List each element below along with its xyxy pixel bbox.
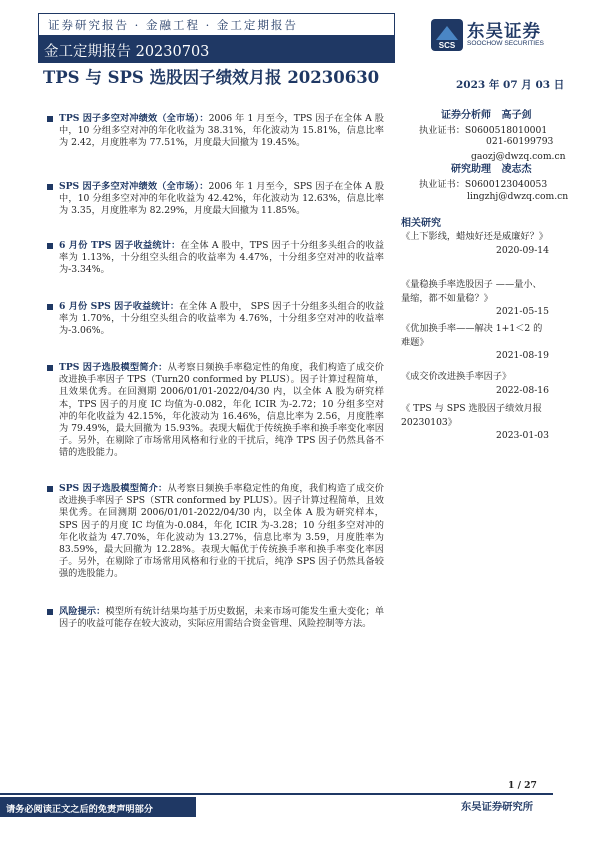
related-item-title[interactable]: 《优加换手率——解决 1+1＜2 的难题》: [401, 323, 543, 348]
report-category-breadcrumb: [38, 13, 395, 36]
related-research-heading: 相关研究: [401, 218, 441, 229]
related-item-date: 2020-09-14: [496, 244, 549, 256]
analyst-certificate: 执业证书：S0600518010001: [419, 125, 548, 136]
related-item-date: 2022-08-16: [496, 384, 549, 396]
section-text: 模型所有统计结果均基于历史数据，未来市场可能发生重大变化；单因子的收益可能存在较大波动，实际应用需结合资金管理、风险控制等方法。: [59, 606, 385, 630]
square-bullet-icon: [47, 609, 53, 615]
logo-chinese-name: 东吴证券: [467, 22, 541, 42]
footer-company-name: 东吴证券研究所: [461, 801, 534, 813]
related-item-date: 2021-05-15: [496, 306, 549, 318]
section-lead: SPS 因子多空对冲绩效（全市场）：: [59, 181, 209, 192]
section-sps-june-returns: [47, 301, 384, 338]
section-lead: 6 月份 TPS 因子收益统计：: [59, 240, 181, 251]
section-text: 2006 年 1 月至今，TPS 因子在全体 A 股中，10 分组多空对冲的年化收益为 38.31%，年化波动为 15.81%，信息比率为 2.42，月度胜率为 77.51%，月度最大回撤为 19.45%。: [59, 113, 384, 149]
assistant-certificate: 执业证书：S0600123040053: [419, 179, 548, 190]
section-text: 从考察日频换手率稳定性的角度，我们构造了成交价改进换手率因子 TPS（Turn20 conformed by PLUS）。因子计算过程简单，且效果优秀。在回测期 2006/01/01-2022/04/30 内，以全体 A 股为研究样本，TPS 因子的月度 IC 均值为-0.082，年化 ICIR 为-2.72；10 分组多空对冲的年化收益为 42.15%，年化波动为 16.46%，信息比率为 2.56，月度胜率为 79.49%，最大回撤为 15.93%。表现大幅优于传统换手率和换手率变化率因子。另外，在剔除了市场常用风格和行业的干扰后，纯净 TPS 因子仍然具备不错的选股能力。: [59, 362, 384, 459]
disclaimer-band: [0, 797, 196, 817]
assistant-role: 研究助理: [451, 164, 491, 175]
section-text: 在全体 A 股中，TPS 因子十分组多头组合的收益率为 1.13%，十分组空头组合的收益率为 4.47%，十分组多空对冲的收益率为-3.34%。: [59, 240, 385, 276]
analyst-name: 高子剑: [501, 110, 532, 121]
related-item[interactable]: [401, 230, 549, 257]
section-lead: TPS 因子选股模型简介：: [59, 362, 168, 373]
section-risk-warning: [47, 606, 384, 630]
section-lead: SPS 因子选股模型简介：: [59, 483, 168, 494]
report-series-bar: [38, 36, 395, 63]
square-bullet-icon: [47, 184, 53, 190]
section-sps-model-intro: [47, 483, 384, 581]
section-tps-model-intro: [47, 362, 384, 460]
section-tps-long-short: [47, 113, 384, 150]
logo-mark-icon: [431, 19, 463, 51]
analyst-email[interactable]: gaozj@dwzq.com.cn: [471, 151, 566, 162]
related-item[interactable]: [401, 278, 549, 319]
section-text: 从考察日频换手率稳定性的角度，我们构造了成交价改进换手率因子 SPS（STR conformed by PLUS）。因子计算过程简单，且效果优秀。在回测期 2006/01/01-2022/04/30 内，以全体 A 股为研究样本，SPS 因子的月度 IC 均值为-0.084，年化 ICIR 为-3.28；10 分组多空对冲的年化收益为 47.70%，年化波动为 13.27%，信息比率为 3.59，月度胜率为 83.59%，最大回撤为 12.28%。表现大幅优于传统换手率和换手率变化率因子。另外，在剔除了市场常用风格和行业的干扰后，纯净 SPS 因子仍然具备较强的选股能力。: [59, 483, 384, 580]
related-item[interactable]: [401, 402, 549, 443]
analyst-role-and-name: [441, 106, 531, 121]
related-item-date: 2021-08-19: [496, 350, 549, 362]
footer-divider: [0, 793, 553, 795]
square-bullet-icon: [47, 365, 53, 371]
report-title: TPS 与 SPS 选股因子绩效月报 20230630: [43, 68, 380, 87]
square-bullet-icon: [47, 243, 53, 249]
analyst-role: 证券分析师: [441, 110, 491, 121]
related-item-title[interactable]: 《成交价改进换手率因子》: [401, 371, 512, 382]
related-item[interactable]: [401, 322, 549, 363]
logo-mark-text: SCS: [438, 41, 456, 50]
breadcrumb-text: 证券研究报告 · 金融工程 · 金工定期报告: [48, 18, 298, 32]
report-series-label: 金工定期报告 20230703: [44, 44, 210, 60]
assistant-role-and-name-label: [451, 160, 531, 175]
section-tps-june-returns: [47, 240, 384, 277]
related-item[interactable]: [401, 370, 549, 397]
section-lead: 风险提示：: [59, 606, 106, 617]
square-bullet-icon: [47, 486, 53, 492]
square-bullet-icon: [47, 304, 53, 310]
related-item-date: 2023-01-03: [496, 430, 549, 442]
related-item-title[interactable]: 《量稳换手率选股因子 ——量小、量缩，都不如量稳？》: [401, 279, 542, 304]
analyst-phone: 021-60199793: [486, 136, 554, 147]
section-sps-long-short: [47, 181, 384, 218]
section-text: 在全体 A 股中， SPS 因子十分组多头组合的收益率为 1.70%，十分组空头组合的收益率为 4.76%，十分组多空对冲的收益率为-3.06%。: [59, 301, 385, 337]
section-text: 2006 年 1 月至今，SPS 因子在全体 A 股中，10 分组多空对冲的年化收益为 42.42%，年化波动为 12.63%，信息比率为 3.35，月度胜率为 82.29%，月度最大回撤为 11.85%。: [59, 181, 385, 217]
page-number: 1 / 27: [508, 780, 537, 791]
report-date: 2023 年 07 月 03 日: [456, 79, 565, 91]
square-bullet-icon: [47, 116, 53, 122]
related-item-title[interactable]: 《 TPS 与 SPS 选股因子绩效月报 20230103》: [401, 403, 542, 428]
related-item-title[interactable]: 《上下影线，蜡烛好还是威廉好？》: [401, 231, 548, 242]
section-lead: TPS 因子多空对冲绩效（全市场）：: [59, 113, 209, 124]
logo-english-name: SOOCHOW SECURITIES: [467, 40, 544, 47]
disclaimer-text: 请务必阅读正文之后的免责声明部分: [6, 804, 153, 815]
assistant-email[interactable]: lingzhj@dwzq.com.cn: [467, 191, 569, 202]
assistant-name: 凌志杰: [501, 164, 532, 175]
company-logo: [431, 19, 561, 53]
section-lead: 6 月份 SPS 因子收益统计：: [59, 301, 180, 312]
